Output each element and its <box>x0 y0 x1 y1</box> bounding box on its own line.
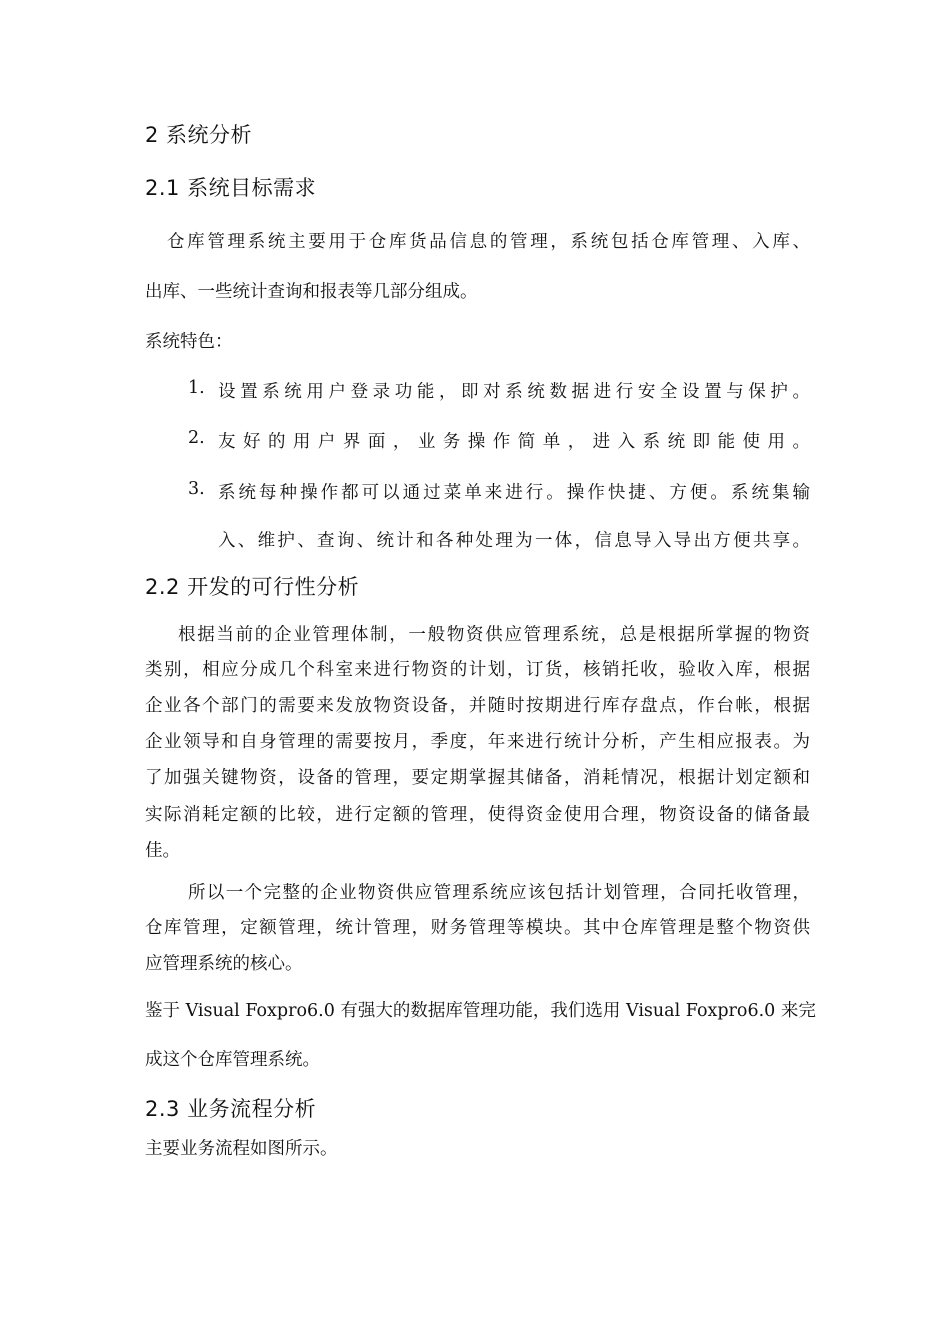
section-2-1-heading: 2.1 系统目标需求 <box>145 176 317 200</box>
feature-2-text: 友好的用户界面，业务操作简单，进入系统即能使用。 <box>218 432 810 452</box>
feature-2-number: 2. <box>188 428 205 448</box>
section-2-3-heading: 2.3 业务流程分析 <box>145 1097 317 1121</box>
para1-line-3: 企业各个部门的需要来发放物资设备，并随时按期进行库存盘点，作台帐，根据 <box>145 696 810 716</box>
features-label: 系统特色： <box>145 332 233 352</box>
feature-1-text: 设置系统用户登录功能，即对系统数据进行安全设置与保护。 <box>218 382 810 402</box>
feature-1-number: 1. <box>188 378 205 398</box>
para1-line-4: 企业领导和自身管理的需要按月，季度，年来进行统计分析，产生相应报表。为 <box>145 732 810 752</box>
feature-3-text-line-1: 系统每种操作都可以通过菜单来进行。操作快捷、方便。系统集输 <box>218 483 810 503</box>
para1-line-1: 根据当前的企业管理体制，一般物资供应管理系统，总是根据所掌握的物资 <box>178 625 810 645</box>
para1-line-5: 了加强关键物资，设备的管理，要定期掌握其储备，消耗情况，根据计划定额和 <box>145 768 810 788</box>
para2-line-1: 所以一个完整的企业物资供应管理系统应该包括计划管理，合同托收管理， <box>188 883 810 903</box>
section-2-heading: 2 系统分析 <box>145 123 253 147</box>
section-2-2-heading: 2.2 开发的可行性分析 <box>145 575 360 599</box>
para2-line-2: 仓库管理，定额管理，统计管理，财务管理等模块。其中仓库管理是整个物资供 <box>145 918 810 938</box>
feature-3-number: 3. <box>188 479 205 499</box>
para1-line-6: 实际消耗定额的比较，进行定额的管理，使得资金使用合理，物资设备的储备最 <box>145 805 810 825</box>
para1-line-2: 类别，相应分成几个科室来进行物资的计划，订货，核销托收，验收入库，根据 <box>145 660 810 680</box>
section-2-3-text: 主要业务流程如图所示。 <box>145 1139 338 1159</box>
para1-line-7: 佳。 <box>145 841 180 861</box>
para3-line-1: 鉴于 Visual Foxpro6.0 有强大的数据库管理功能，我们选用 Visual Foxpro6.0 来完 <box>145 1001 816 1021</box>
para3-line-2: 成这个仓库管理系统。 <box>145 1050 320 1070</box>
feature-3-text-line-2: 入、维护、查询、统计和各种处理为一体，信息导入导出方便共享。 <box>218 531 810 551</box>
intro-line-1: 仓库管理系统主要用于仓库货品信息的管理，系统包括仓库管理、入库、 <box>167 232 810 252</box>
para2-line-3: 应管理系统的核心。 <box>145 954 303 974</box>
intro-line-2: 出库、一些统计查询和报表等几部分组成。 <box>145 282 478 302</box>
